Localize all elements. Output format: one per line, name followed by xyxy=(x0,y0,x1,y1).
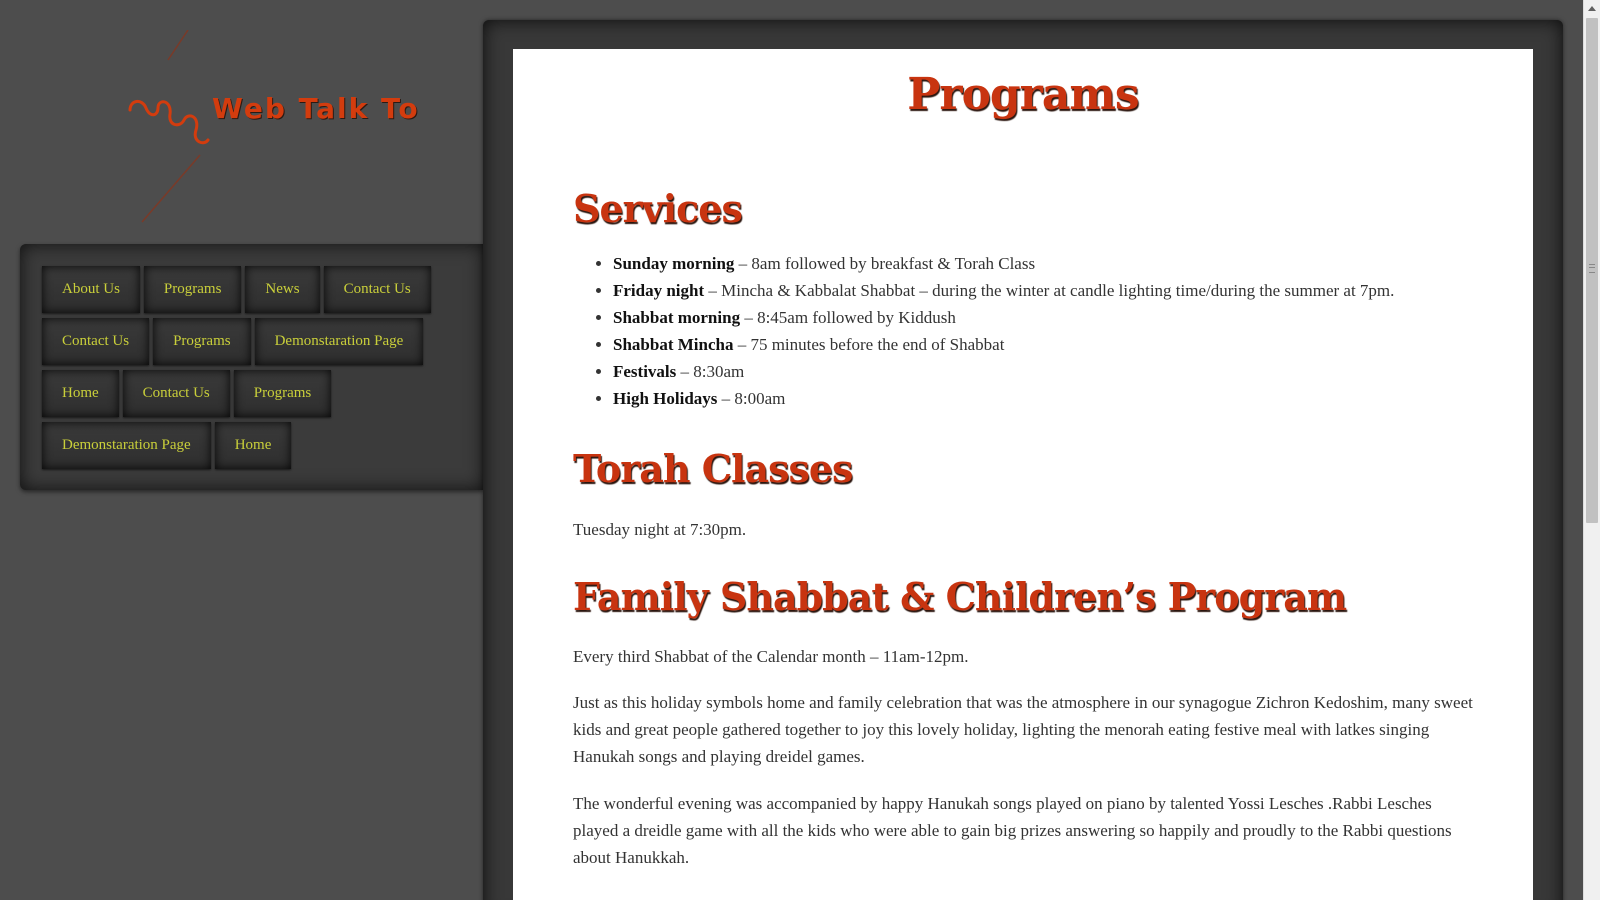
nav-link-news[interactable]: News xyxy=(245,266,319,313)
family-program-heading: Family Shabbat & Children’s Program xyxy=(573,574,1347,619)
logo-squiggle-icon xyxy=(128,30,408,225)
service-label: Friday night xyxy=(613,281,705,300)
nav-row xyxy=(42,370,331,417)
grip-icon xyxy=(1589,264,1595,273)
service-label: Sunday morning xyxy=(613,254,735,273)
service-label: Shabbat morning xyxy=(613,308,741,327)
scroll-up-arrow-icon[interactable] xyxy=(1588,6,1596,11)
nav-link-programs[interactable]: Programs xyxy=(234,370,332,417)
services-heading: Services xyxy=(573,186,742,231)
service-time: – 8am followed by breakfast & Torah Class xyxy=(734,254,1036,273)
list-item xyxy=(613,277,1394,304)
service-label: Festivals xyxy=(613,362,677,381)
service-label: Shabbat Mincha xyxy=(613,335,734,354)
list-item xyxy=(613,358,1394,385)
torah-classes-heading: Torah Classes xyxy=(573,446,853,491)
nav-link-contact-us[interactable]: Contact Us xyxy=(123,370,230,417)
nav-row xyxy=(42,422,291,469)
nav-link-contact-us[interactable]: Contact Us xyxy=(324,266,431,313)
torah-classes-text: Tuesday night at 7:30pm. xyxy=(573,520,747,539)
nav-row xyxy=(42,266,431,313)
nav-link-home[interactable]: Home xyxy=(42,370,119,417)
vertical-scrollbar[interactable] xyxy=(1583,0,1600,900)
nav-link-demonstaration-page[interactable]: Demonstaration Page xyxy=(42,422,211,469)
main-nav xyxy=(20,244,484,490)
scrollbar-thumb[interactable] xyxy=(1586,18,1598,523)
list-item xyxy=(613,304,1394,331)
service-time: – 8:45am followed by Kiddush xyxy=(740,308,956,327)
logo-text: Web Talk To xyxy=(212,92,420,125)
nav-row xyxy=(42,318,423,365)
nav-link-demonstaration-page[interactable]: Demonstaration Page xyxy=(255,318,424,365)
list-item xyxy=(613,385,1394,412)
main-content xyxy=(513,49,1533,900)
services-list xyxy=(573,250,1394,412)
list-item xyxy=(613,250,1394,277)
nav-link-programs[interactable]: Programs xyxy=(144,266,242,313)
service-time: – 8:30am xyxy=(676,362,745,381)
nav-link-programs[interactable]: Programs xyxy=(153,318,251,365)
service-time: – 8:00am xyxy=(717,389,786,408)
nav-link-contact-us[interactable]: Contact Us xyxy=(42,318,149,365)
nav-link-about-us[interactable]: About Us xyxy=(42,266,140,313)
service-label: High Holidays xyxy=(613,389,718,408)
service-time: – Mincha & Kabbalat Shabbat – during the winter at candle lighting time/during the summer at 7pm. xyxy=(704,281,1395,300)
family-program-paragraph: Just as this holiday symbols home and family celebration that was the atmosphere in our synagogue Zichron Kedoshim, many sweet kids and great people gathered together to joy this lovely holiday, lighting the menorah eating festive meal with latkes singing Hanukah songs and playing dreidel games. xyxy=(573,693,1473,766)
page-title: Programs xyxy=(907,69,1139,120)
site-logo[interactable] xyxy=(128,30,420,225)
list-item xyxy=(613,331,1394,358)
nav-link-home[interactable]: Home xyxy=(215,422,292,469)
family-program-schedule: Every third Shabbat of the Calendar month – 11am-12pm. xyxy=(573,647,969,666)
service-time: – 75 minutes before the end of Shabbat xyxy=(733,335,1005,354)
family-program-paragraph: The wonderful evening was accompanied by happy Hanukah songs played on piano by talented Yossi Lesches .Rabbi Lesches played a dreidle game with all the kids who were able to gain big prizes answering so happily and proudly to the Rabbi questions about Hanukkah. xyxy=(573,794,1452,867)
